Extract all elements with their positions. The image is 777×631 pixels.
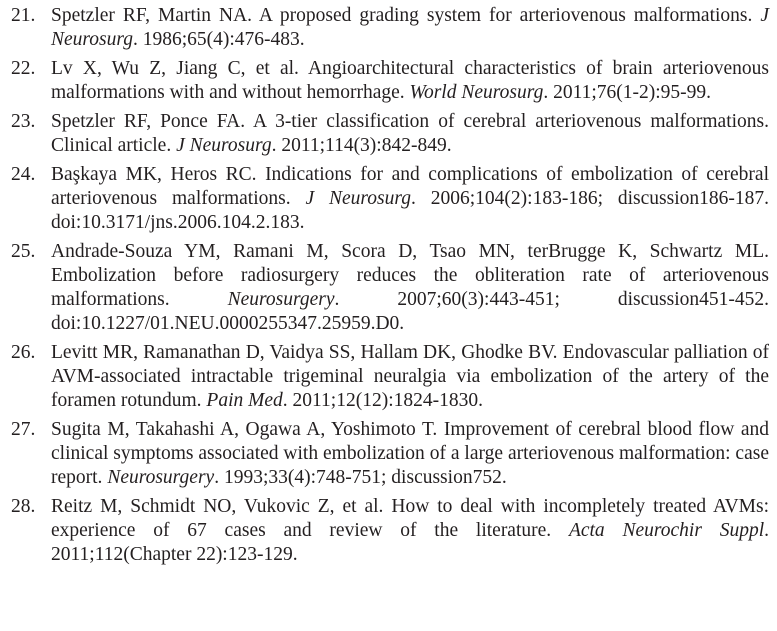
reference-number: 22. [11, 58, 36, 79]
reference-item [11, 495, 769, 567]
reference-text [51, 111, 769, 156]
reference-item [11, 4, 769, 52]
journal-title: J Neurosurg [176, 135, 272, 156]
reference-text-part: Lv X, Wu Z, Jiang C, et al. Angioarchitectural characteristics of brain arteriovenous malformations with and without hemorrhage. [51, 58, 769, 103]
reference-text-part: . 2006;104(2):183-186; discussion186-187. doi:10.3171/jns.2006.104.2.183. [51, 188, 769, 233]
reference-text-part: . 1986;65(4):476-483. [132, 29, 305, 50]
reference-number: 23. [11, 111, 36, 132]
journal-title: J Neurosurg [305, 188, 411, 209]
reference-number: 24. [11, 164, 36, 185]
reference-text [51, 342, 769, 411]
reference-item [11, 163, 769, 235]
reference-text-part: Levitt MR, Ramanathan D, Vaidya SS, Hallam DK, Ghodke BV. Endovascular palliation of AVM-associated intractable trigeminal neuralgia via embolization of the artery of the foramen rotundum. [51, 342, 769, 411]
reference-text-part: Reitz M, Schmidt NO, Vukovic Z, et al. How to deal with incompletely treated AVMs: experience of 67 cases and review of the literature. [51, 496, 769, 541]
journal-title: Neurosurgery [227, 289, 335, 310]
reference-item [11, 418, 769, 490]
reference-text [51, 241, 769, 334]
reference-text-part: . 2011;114(3):842-849. [271, 135, 452, 156]
reference-text-part: . 2011;76(1-2):95-99. [543, 82, 712, 103]
reference-text-part: Andrade-Souza YM, Ramani M, Scora D, Tsao MN, terBrugge K, Schwartz ML. Embolization before radiosurgery reduces the obliteration rate of arteriovenous malformations. [51, 241, 769, 310]
reference-number: 27. [11, 419, 36, 440]
reference-text-part: . 2007;60(3):443-451; discussion451-452. doi:10.1227/01.NEU.0000255347.25959.D0. [51, 289, 769, 334]
journal-title: Neurosurgery [107, 467, 215, 488]
journal-title: World Neurosurg [409, 82, 544, 103]
reference-text-part: . 2011;112(Chapter 22):123-129. [51, 520, 769, 565]
reference-text-part: . 1993;33(4):748-751; discussion752. [214, 467, 507, 488]
journal-title: Pain Med [206, 390, 283, 411]
reference-text [51, 5, 769, 50]
journal-title: Acta Neurochir Suppl [568, 520, 765, 541]
reference-text [51, 496, 769, 565]
reference-text-part: Başkaya MK, Heros RC. Indications for and complications of embolization of cerebral arteriovenous malformations. [51, 164, 769, 209]
reference-text-part: Sugita M, Takahashi A, Ogawa A, Yoshimoto T. Improvement of cerebral blood flow and clinical symptoms associated with embolization of a large arteriovenous malformation: case report. [51, 419, 769, 488]
reference-item [11, 110, 769, 158]
reference-text-part: Spetzler RF, Martin NA. A proposed grading system for arteriovenous malformations. [51, 5, 761, 26]
reference-text [51, 58, 769, 103]
journal-title: J Neurosurg [51, 5, 769, 50]
reference-number: 28. [11, 496, 36, 517]
reference-item [11, 57, 769, 105]
reference-item [11, 240, 769, 336]
reference-text-part: . 2011;12(12):1824-1830. [282, 390, 483, 411]
reference-text [51, 164, 769, 233]
reference-text-part: Spetzler RF, Ponce FA. A 3-tier classification of cerebral arteriovenous malformations. Clinical article. [51, 111, 769, 156]
reference-text [51, 419, 769, 488]
reference-number: 21. [11, 5, 36, 26]
reference-item [11, 341, 769, 413]
reference-number: 25. [11, 241, 36, 262]
reference-list [11, 4, 769, 567]
reference-number: 26. [11, 342, 36, 363]
